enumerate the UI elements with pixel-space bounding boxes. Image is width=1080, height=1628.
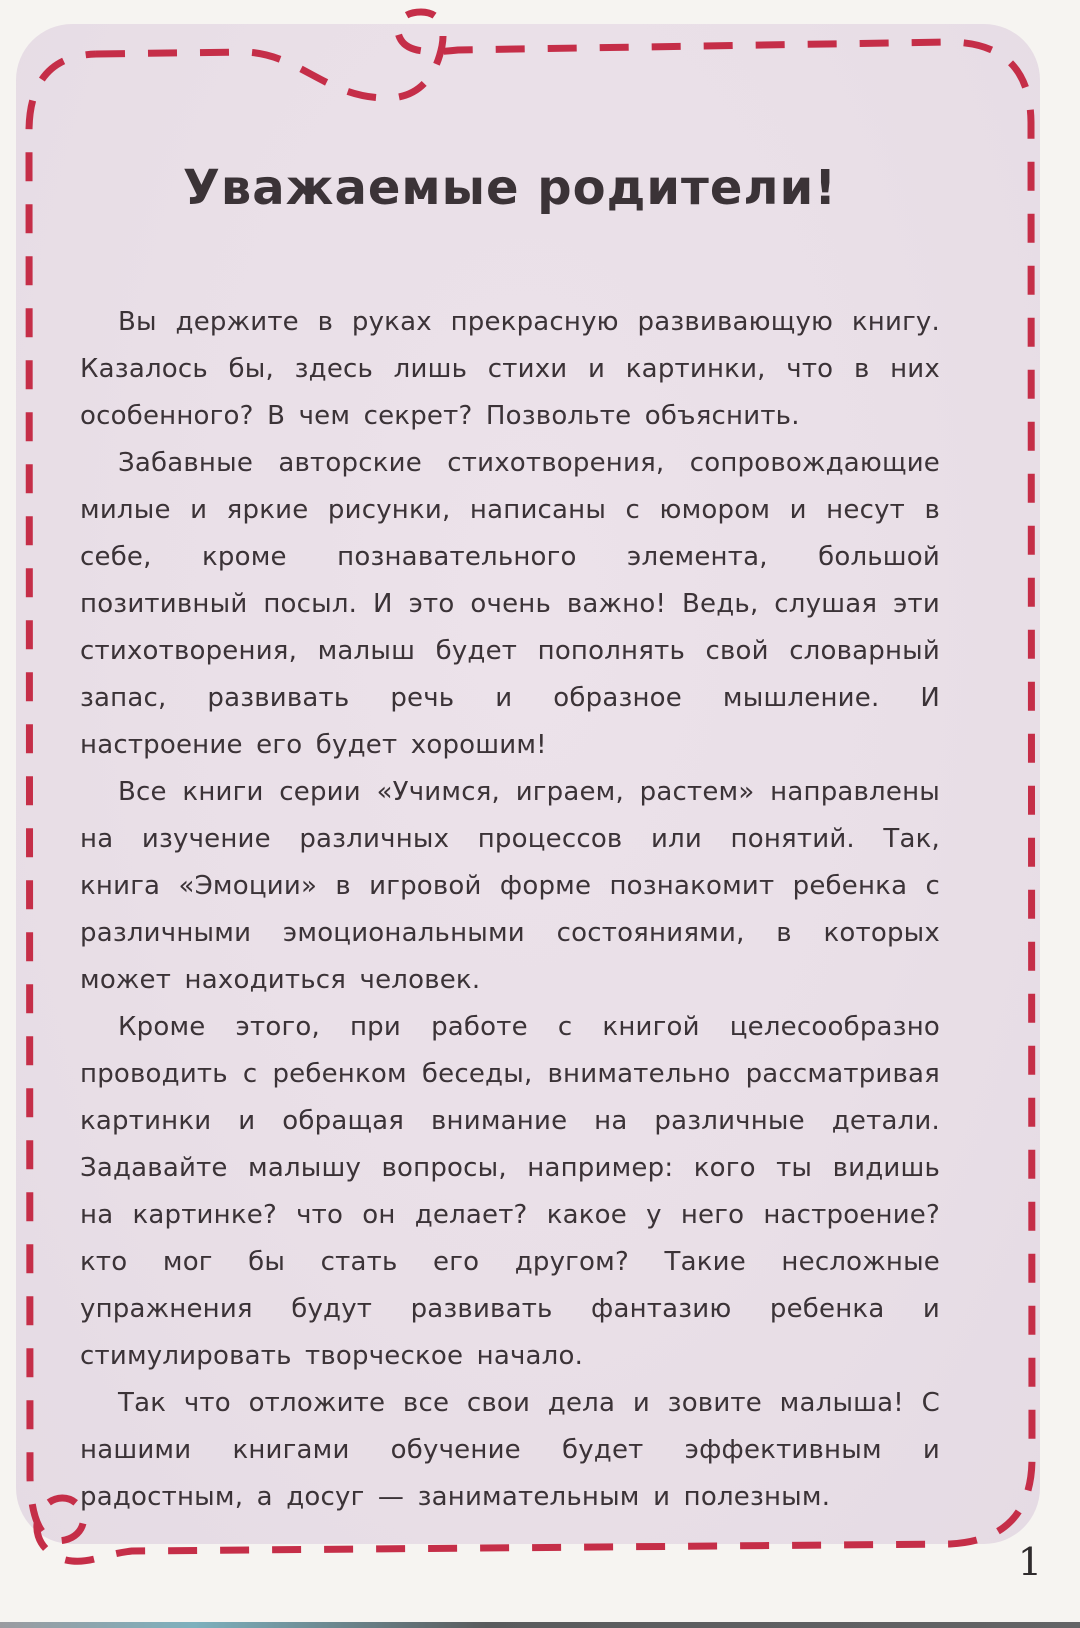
- scan-edge-shadow: [0, 1622, 1080, 1628]
- body-paragraph: Так что отложите все свои дела и зовите малыша! С нашими книгами обучение будет эффективным и радостным, а досуг — занимательным и полезным.: [80, 1387, 940, 1512]
- page-content: [80, 148, 940, 1521]
- body-text: [80, 299, 940, 1521]
- body-paragraph: Все книги серии «Учимся, играем, растем» направлены на изучение различных процессов или понятий. Так, книга «Эмоции» в игровой форме познакомит ребенка с различными эмоциональными состояниями, в которых может находиться человек.: [80, 776, 940, 995]
- body-paragraph: Забавные авторские стихотворения, сопровождающие милые и яркие рисунки, написаны с юмором и несут в себе, кроме познавательного элемента, большой позитивный посыл. И это очень важно! Ведь, слушая эти стихотворения, малыш будет пополнять свой словарный запас, развивать речь и образное мышление. И настроение его будет хорошим!: [80, 447, 940, 760]
- body-paragraph: Кроме этого, при работе с книгой целесообразно проводить с ребенком беседы, внимательно рассматривая картинки и обращая внимание на различные детали. Задавайте малышу вопросы, например: кого ты видишь на картинке? что он делает? какое у него настроение? кто мог бы стать его другом? Такие несложные упражнения будут развивать фантазию ребенка и стимулировать творческое начало.: [80, 1011, 940, 1371]
- body-paragraph: Вы держите в руках прекрасную развивающую книгу. Казалось бы, здесь лишь стихи и картинки, что в них особенного? В чем секрет? Позвольте объяснить.: [80, 306, 940, 431]
- page-number: 1: [1017, 1540, 1043, 1584]
- page-title: Уважаемые родители!: [182, 160, 838, 216]
